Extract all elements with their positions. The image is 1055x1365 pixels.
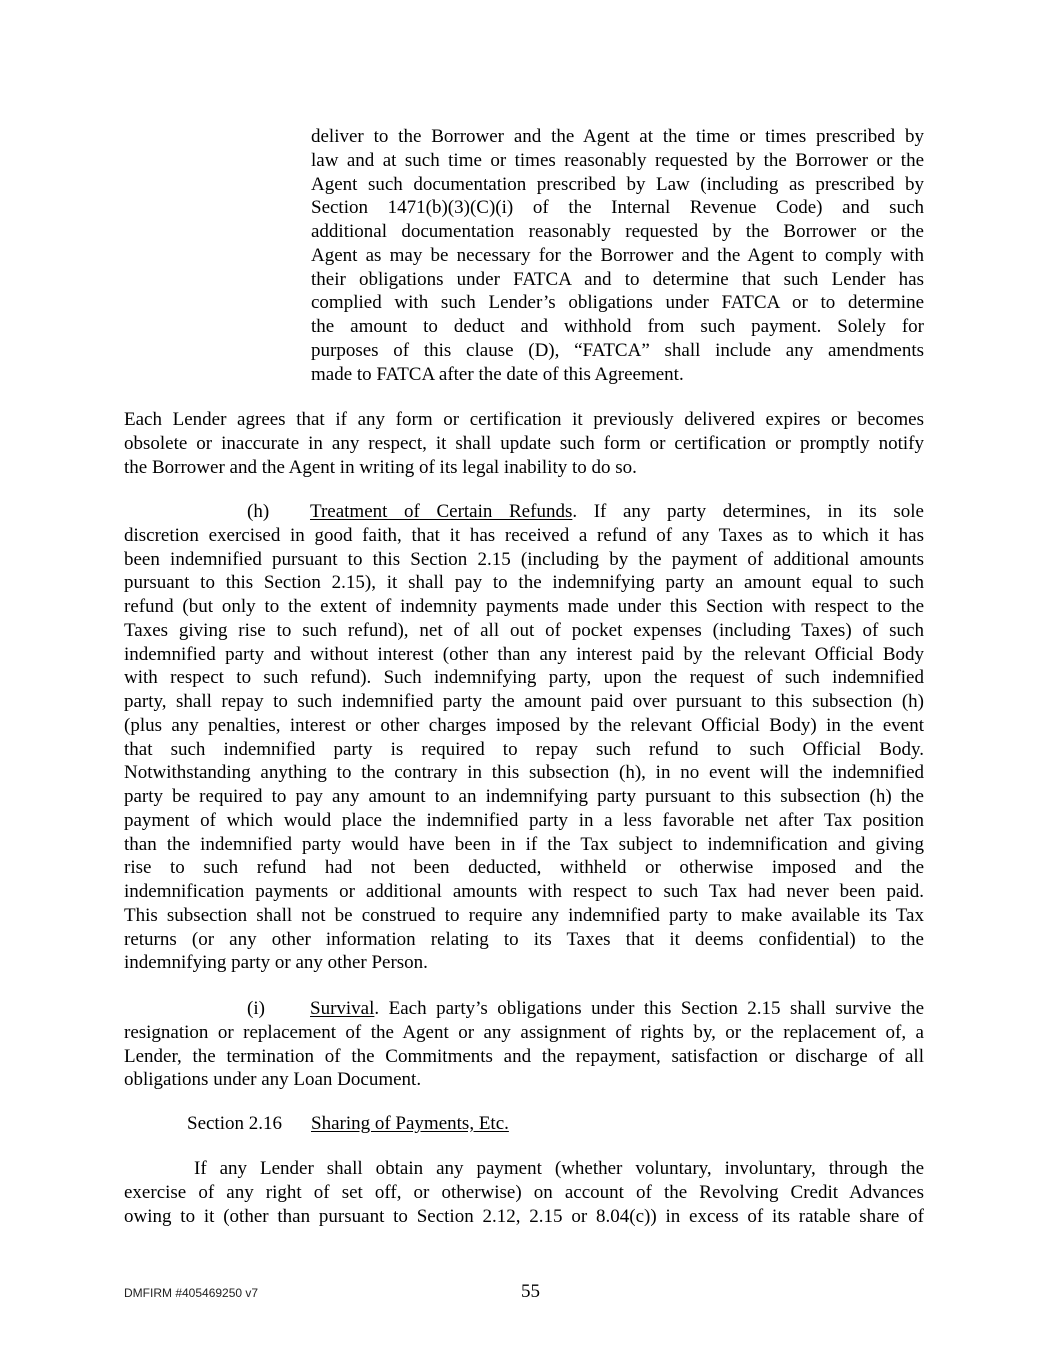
text-line: party be required to pay any amount to an indemnifying party pursuant to this subsection (h) the <box>124 786 924 807</box>
subsection-heading: Treatment of Certain Refunds <box>310 501 573 522</box>
text-line: that such indemnified party is required to repay such refund to such Official Body. <box>124 738 924 760</box>
each-lender-paragraph <box>124 408 924 479</box>
section-title: Sharing of Payments, Etc. <box>311 1113 509 1134</box>
text-fragment: If any Lender shall obtain any payment (whether voluntary, involuntary, through the <box>194 1158 924 1179</box>
text-line: (plus any penalties, interest or other charges imposed by the relevant Official Body) in the event <box>124 714 924 736</box>
text-line: pursuant to this Section 2.15), it shall pay to the indemnifying party an amount equal to such <box>124 572 924 594</box>
text-line: returns (or any other information relating to its Taxes that it deems confidential) to the <box>124 928 924 950</box>
text-line: Agent as may be necessary for the Borrower and the Agent to comply with <box>311 244 924 266</box>
text-fragment: . If any party determines, in its sole <box>572 501 924 522</box>
text-line: the Borrower and the Agent in writing of its legal inability to do so. <box>124 456 637 478</box>
text-line: resignation or replacement of the Agent or any assignment of rights by, or the replacement of, a <box>124 1021 924 1043</box>
subsection-h-first-line <box>124 500 924 524</box>
text-line: party, shall repay to such indemnified party the amount paid over pursuant to this subsection (h) <box>124 691 924 712</box>
text-line: Notwithstanding anything to the contrary in this subsection (h), in no event will the indemnified <box>124 762 924 784</box>
subsection-h <box>124 500 924 975</box>
text-line: owing to it (other than pursuant to Section 2.12, 2.15 or 8.04(c)) in excess of its ratable share of <box>124 1205 924 1227</box>
text-line: the amount to deduct and withhold from such payment. Solely for <box>311 316 924 337</box>
text-line: their obligations under FATCA and to determine that such Lender has <box>311 268 924 290</box>
section-number: Section 2.16 <box>187 1113 282 1134</box>
section-heading <box>187 1112 887 1136</box>
page-number: 55 <box>521 1281 540 1302</box>
text-fragment: . Each party’s obligations under this Section 2.15 shall survive the <box>374 998 924 1019</box>
text-line: than the indemnified party would have been in if the Tax subject to indemnification and giving <box>124 833 924 855</box>
text-line: rise to such refund had not been deducted, withheld or otherwise imposed and the <box>124 857 924 879</box>
subsection-marker: (h) <box>247 501 270 522</box>
subsection-marker: (i) <box>247 998 265 1019</box>
text-line: additional documentation reasonably requested by the Borrower or the <box>311 221 924 242</box>
text-line: purposes of this clause (D), “FATCA” shall include any amendments <box>311 339 924 361</box>
text-line: made to FATCA after the date of this Agreement. <box>311 363 684 385</box>
text-line: Section 1471(b)(3)(C)(i) of the Internal Revenue Code) and such <box>311 197 924 219</box>
text-line: complied with such Lender’s obligations under FATCA or to determine <box>311 292 924 314</box>
text-line: Taxes giving rise to such refund), net of all out of pocket expenses (including Taxes) of such <box>124 619 924 641</box>
text-line: been indemnified pursuant to this Section 2.15 (including by the payment of additional amounts <box>124 548 924 570</box>
footer-document-id: DMFIRM #405469250 v7 <box>124 1286 259 1300</box>
text-line: payment of which would place the indemnified party in a less favorable net after Tax position <box>124 809 924 831</box>
text-line: obligations under any Loan Document. <box>124 1069 422 1091</box>
text-line: indemnification payments or additional amounts with respect to such Tax had never been paid. <box>124 881 924 902</box>
clause-d-continuation <box>311 125 924 386</box>
text-line: Lender, the termination of the Commitments and the repayment, satisfaction or discharge of all <box>124 1045 924 1067</box>
text-line: refund (but only to the extent of indemnity payments made under this Section with respect to the <box>124 596 924 617</box>
text-line: Agent such documentation prescribed by Law (including as prescribed by <box>311 173 924 195</box>
text-line: obsolete or inaccurate in any respect, it shall update such form or certification or promptly notify <box>124 432 924 454</box>
text-line: law and at such time or times reasonably requested by the Borrower or the <box>311 149 924 171</box>
sharing-first-line <box>124 1157 924 1181</box>
sharing-paragraph <box>124 1157 924 1228</box>
subsection-heading: Survival <box>310 998 375 1019</box>
text-line: discretion exercised in good faith, that it has received a refund of any Taxes as to which it has <box>124 524 924 546</box>
text-line: Each Lender agrees that if any form or certification it previously delivered expires or becomes <box>124 409 924 430</box>
text-line: deliver to the Borrower and the Agent at the time or times prescribed by <box>311 126 924 147</box>
text-line: This subsection shall not be construed to require any indemnified party to make available its Tax <box>124 904 924 926</box>
text-line: indemnifying party or any other Person. <box>124 952 428 974</box>
subsection-i <box>124 997 924 1092</box>
text-line: indemnified party and without interest (other than any interest paid by the relevant Official Body <box>124 643 924 665</box>
subsection-i-first-line <box>124 997 924 1021</box>
text-line: exercise of any right of set off, or otherwise) on account of the Revolving Credit Advances <box>124 1181 924 1203</box>
text-line: with respect to such refund). Such indemnifying party, upon the request of such indemnified <box>124 667 924 689</box>
